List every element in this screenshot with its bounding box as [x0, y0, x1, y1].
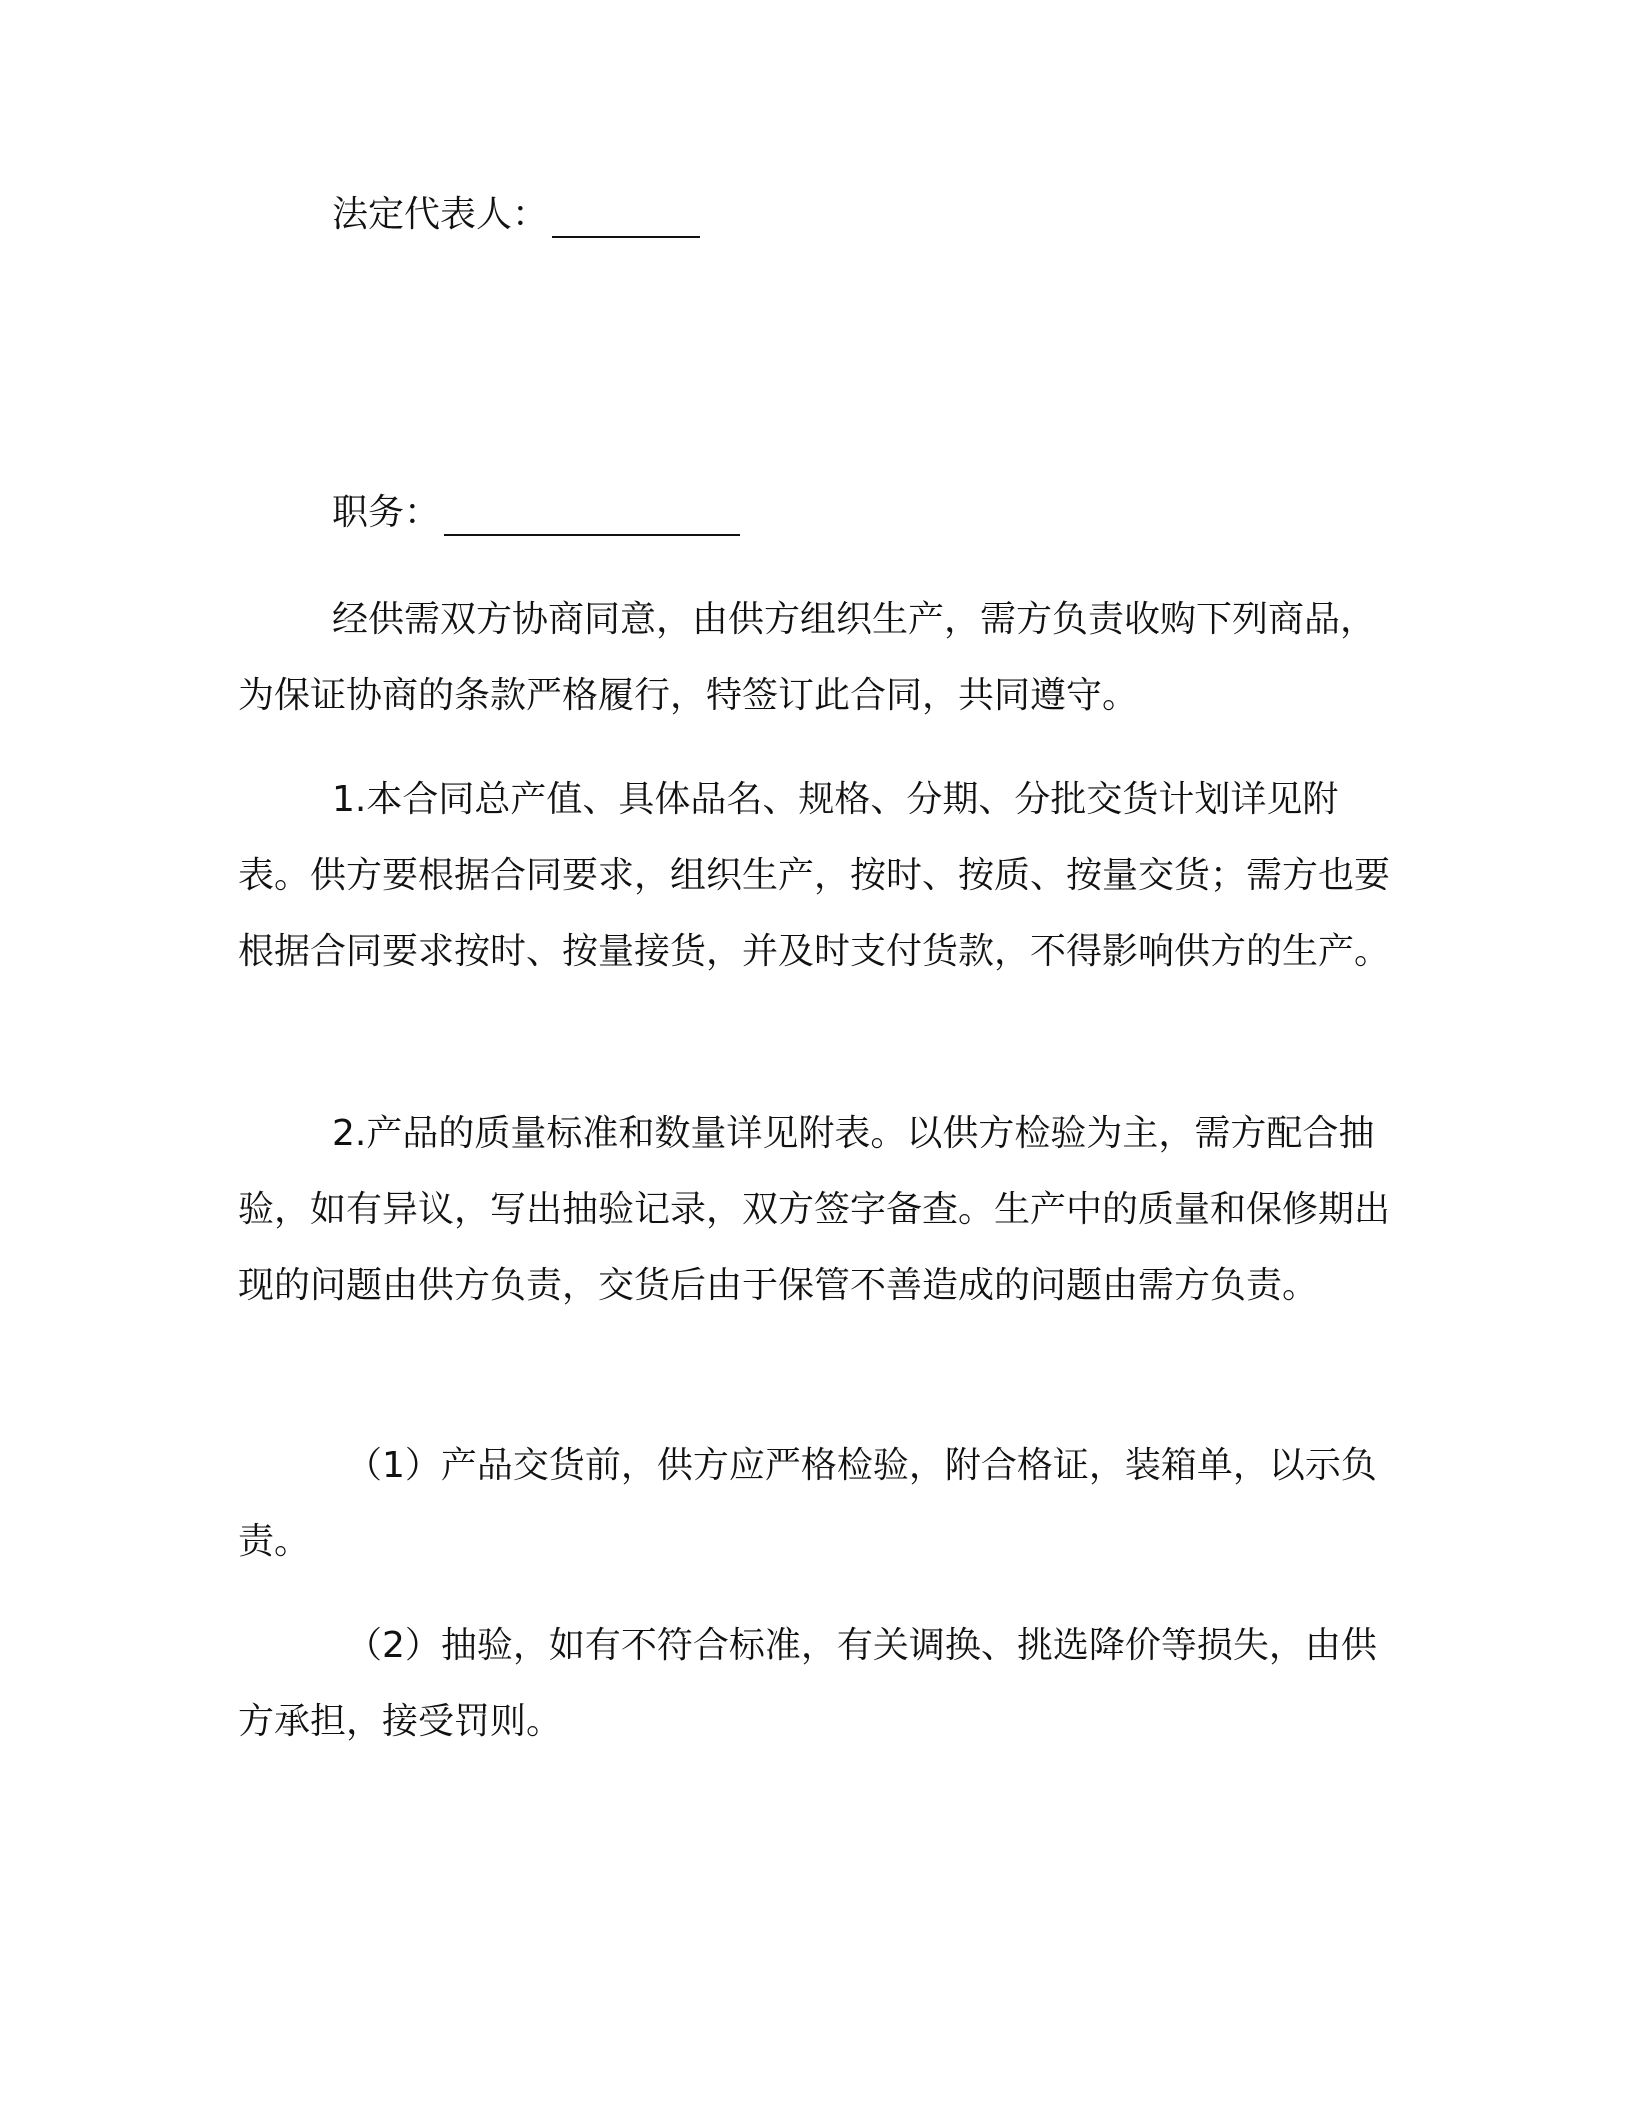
clause-2-1-paragraph: （1）产品交货前，供方应严格检验，附合格证，装箱单，以示负责。	[238, 1445, 1377, 1562]
position-blank	[444, 498, 740, 536]
clause-2-paragraph: 2.产品的质量标准和数量详见附表。以供方检验为主，需方配合抽验，如有异议，写出抽验记录，双方签字备查。生产中的质量和保修期出现的问题由供方负责，交货后由于保管不善造成的问题由需方负责。	[238, 1113, 1391, 1306]
clause-2-2-paragraph: （2）抽验，如有不符合标准，有关调换、挑选降价等损失，由供方承担，接受罚则。	[238, 1625, 1377, 1742]
legal-representative-label: 法定代表人：	[332, 194, 549, 235]
legal-representative-blank	[552, 200, 700, 238]
legal-representative-field	[332, 192, 700, 238]
position-field	[332, 490, 740, 536]
position-label: 职务：	[332, 492, 441, 533]
intro-paragraph: 经供需双方协商同意，由供方组织生产，需方负责收购下列商品，为保证协商的条款严格履行，特签订此合同，共同遵守。	[238, 599, 1377, 716]
clause-1-paragraph: 1.本合同总产值、具体品名、规格、分期、分批交货计划详见附表。供方要根据合同要求，组织生产，按时、按质、按量交货；需方也要根据合同要求按时、按量接货，并及时支付货款，不得影响供方的生产。	[238, 779, 1391, 972]
